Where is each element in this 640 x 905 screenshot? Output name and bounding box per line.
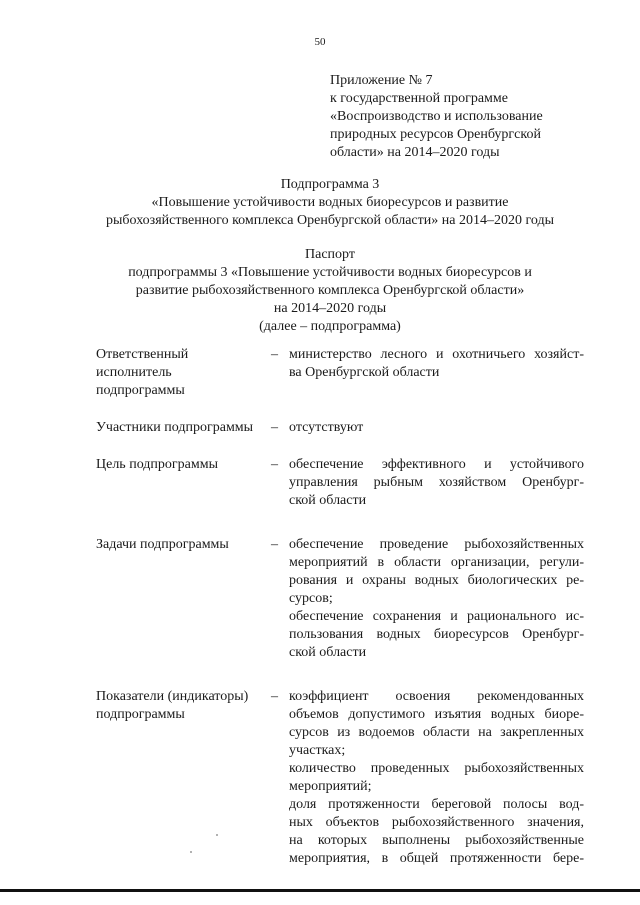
- row-label-line: исполнитель: [96, 365, 172, 380]
- passport-title-line: (далее – подпрограмма): [259, 319, 401, 334]
- appendix-line: к государственной программе: [330, 91, 508, 106]
- row-label-line: Ответственный: [96, 347, 189, 362]
- passport-title-line: подпрограммы 3 «Повышение устойчивости водных биоресурсов и: [128, 265, 532, 280]
- row-value-line: министерство лесного и охотничьего хозяйст-: [289, 347, 584, 362]
- row-value-line: сурсов;: [289, 591, 333, 606]
- row-value-line: доля протяженности береговой полосы вод-: [289, 797, 584, 812]
- appendix-line: Приложение № 7: [330, 73, 433, 88]
- row-value-line: мероприятий;: [289, 779, 372, 794]
- passport-title-line: на 2014–2020 годы: [273, 301, 387, 316]
- appendix-line: «Воспроизводство и использование: [330, 109, 543, 124]
- row-value-line: управления рыбным хозяйством Оренбург-: [289, 475, 584, 490]
- row-value-line: обеспечение проведение рыбохозяйственных: [289, 537, 584, 552]
- row-value: [289, 536, 584, 662]
- row-value-line: отсутствуют: [289, 420, 364, 435]
- passport-title: [60, 246, 600, 336]
- row-value-line: ской области: [289, 645, 367, 660]
- row-value-line: ва Оренбургской области: [289, 365, 440, 380]
- row-value-line: объемов допустимого изъятия водных биоре-: [289, 707, 584, 722]
- row-value-line: обеспечение сохранения и рационального ис-: [289, 609, 584, 624]
- passport-title-line: развитие рыбохозяйственного комплекса Оренбургской области»: [135, 283, 525, 298]
- row-value-line: мероприятия, в общей протяженности бере-: [289, 851, 584, 866]
- passport-row-tasks: [96, 536, 596, 662]
- row-value: [289, 688, 584, 868]
- row-label: [96, 536, 260, 554]
- page-number: 50: [314, 36, 326, 48]
- appendix-line: природных ресурсов Оренбургской: [330, 127, 541, 142]
- row-label-line: Участники подпрограммы: [96, 420, 254, 435]
- scan-speck: [190, 851, 192, 853]
- row-value-line: участках;: [289, 743, 346, 758]
- row-value-line: сурсов из водоемов области на закрепленных: [289, 725, 584, 740]
- row-value: [289, 346, 584, 382]
- passport-row-participants: [96, 419, 596, 437]
- appendix-header: [330, 72, 590, 162]
- row-label: [96, 346, 260, 400]
- row-value-line: коэффициент освоения рекомендованных: [289, 689, 584, 704]
- row-label-line: Задачи подпрограммы: [96, 537, 229, 552]
- row-label-line: Цель подпрограммы: [96, 457, 218, 472]
- row-label: [96, 688, 260, 724]
- row-label-line: подпрограммы: [96, 383, 185, 398]
- passport-row-executor: [96, 346, 596, 400]
- row-dash: –: [271, 457, 278, 472]
- row-value-line: мероприятий в области организации, регули-: [289, 555, 584, 570]
- row-value: [289, 456, 584, 510]
- passport-row-indicators: [96, 688, 596, 868]
- row-dash: –: [271, 537, 278, 552]
- row-value-line: ской области: [289, 493, 367, 508]
- row-dash: –: [271, 420, 278, 435]
- row-value-line: обеспечение эффективного и устойчивого: [289, 457, 584, 472]
- scan-speck: [216, 834, 218, 836]
- row-dash: –: [271, 347, 278, 362]
- row-label-line: подпрограммы: [96, 707, 185, 722]
- row-dash: –: [271, 689, 278, 704]
- row-value-line: на которых выполнены рыбохозяйственные: [289, 833, 584, 848]
- bottom-border-line: [0, 889, 640, 892]
- row-value-line: рования и охраны водных биологических ре-: [289, 573, 584, 588]
- subprogram-title-line: «Повышение устойчивости водных биоресурсов и развитие: [151, 195, 509, 210]
- subprogram-title: [60, 176, 600, 230]
- passport-table: [96, 346, 596, 868]
- subprogram-title-line: Подпрограмма 3: [280, 177, 380, 192]
- row-label: [96, 419, 260, 437]
- row-value-line: ных объектов рыбохозяйственного значения,: [289, 815, 584, 830]
- row-value-line: пользования водных биоресурсов Оренбург-: [289, 627, 584, 642]
- row-value-line: количество проведенных рыбохозяйственных: [289, 761, 584, 776]
- row-value: [289, 419, 584, 437]
- subprogram-title-line: рыбохозяйственного комплекса Оренбургской области» на 2014–2020 годы: [106, 213, 554, 228]
- row-label: [96, 456, 260, 474]
- passport-title-line: Паспорт: [305, 247, 355, 262]
- appendix-line: области» на 2014–2020 годы: [330, 145, 500, 160]
- row-label-line: Показатели (индикаторы): [96, 689, 249, 704]
- passport-row-goal: [96, 456, 596, 510]
